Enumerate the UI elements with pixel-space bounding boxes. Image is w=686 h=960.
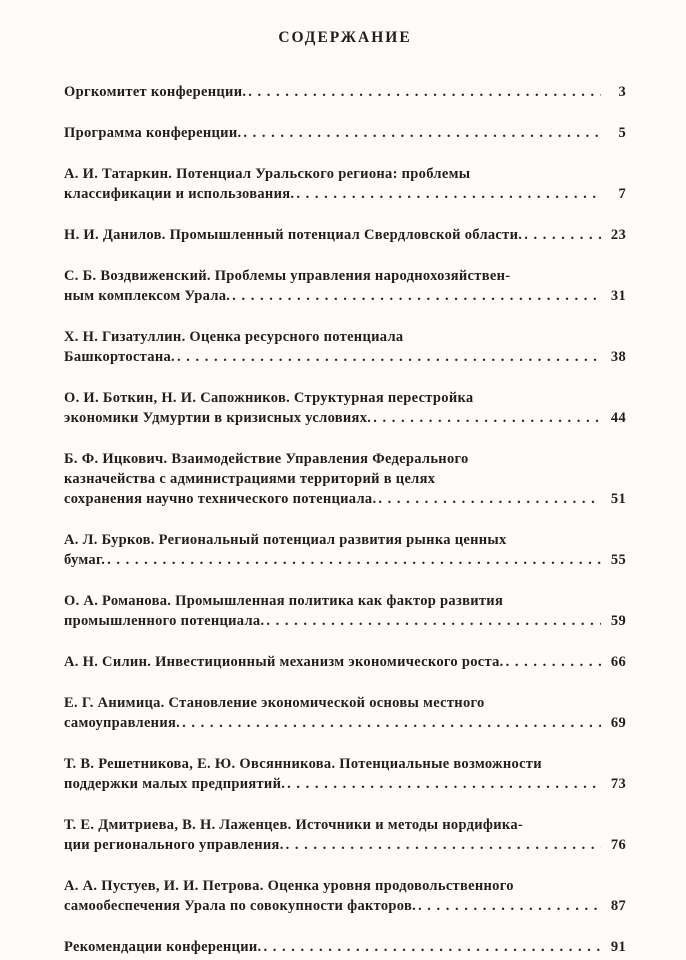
dot-leader: [506, 652, 601, 672]
dot-leader: [107, 550, 601, 570]
toc-entry-line: Т. Е. Дмитриева, В. Н. Лаженцев. Источники и методы нордифика-: [64, 817, 524, 833]
toc-entry-line: самоуправления.: [64, 715, 181, 731]
toc-entry: [64, 266, 626, 306]
toc-entry-line: Н. И. Данилов. Промышленный потенциал Свердловской области.: [64, 227, 523, 243]
page-number: 76: [610, 837, 626, 853]
toc-entry: [64, 876, 626, 916]
dot-leader: [524, 225, 601, 245]
toc-entry-line: О. А. Романова. Промышленная политика как фактор развития: [64, 593, 504, 609]
toc-entry-lastline: [64, 286, 626, 306]
dot-leader: [248, 82, 601, 102]
page-number: 51: [610, 491, 626, 507]
toc-entry-line: А. А. Пустуев, И. И. Петрова. Оценка уровня продовольственного: [64, 878, 514, 894]
toc-entry-line: Х. Н. Гизатуллин. Оценка ресурсного потенциала: [64, 329, 404, 345]
toc-entry: [64, 591, 626, 631]
toc-entry-lastline: [64, 774, 626, 794]
dot-leader: [182, 713, 601, 733]
toc-entry: [64, 164, 626, 204]
toc-entry-lastline: [64, 347, 626, 367]
toc-entry-line: сохранения научно технического потенциала.: [64, 491, 377, 507]
toc-entry-line: А. И. Татаркин. Потенциал Уральского региона: проблемы: [64, 166, 471, 182]
toc-entry-line: А. Л. Бурков. Региональный потенциал развития рынка ценных: [64, 532, 507, 548]
toc-entry-lastline: [64, 611, 626, 631]
toc-entry-lastline: [64, 184, 626, 204]
toc-entry: [64, 449, 626, 509]
page-number: 23: [610, 227, 626, 243]
page-number: 5: [618, 125, 626, 141]
toc-entry: [64, 225, 626, 245]
page-number: 59: [610, 613, 626, 629]
toc-entry-line: самообеспечения Урала по совокупности факторов.: [64, 898, 417, 914]
toc-entry-lastline: [64, 82, 626, 102]
page-number: 55: [610, 552, 626, 568]
toc-entry: [64, 123, 626, 143]
dot-leader: [378, 489, 601, 509]
toc-entry-line: промышленного потенциала.: [64, 613, 265, 629]
toc-entry-line: классификации и использования.: [64, 186, 295, 202]
dot-leader: [296, 184, 601, 204]
dot-leader: [232, 286, 601, 306]
page-number: 44: [610, 410, 626, 426]
dot-leader: [263, 937, 601, 957]
toc-entry: [64, 815, 626, 855]
page-number: 7: [618, 186, 626, 202]
toc-entry-line: Оргкомитет конференции.: [64, 84, 247, 100]
toc-entry: [64, 327, 626, 367]
dot-leader: [287, 774, 601, 794]
page-title: СОДЕРЖАНИЕ: [278, 29, 412, 46]
dot-leader: [243, 123, 601, 143]
toc-entry-lastline: [64, 408, 626, 428]
toc-entry-line: бумаг.: [64, 552, 106, 568]
toc-entry: [64, 754, 626, 794]
dot-leader: [177, 347, 601, 367]
page-number: 69: [610, 715, 626, 731]
toc-entry: [64, 937, 626, 957]
toc-entry: [64, 388, 626, 428]
toc-entry-line: казначейства с администрациями территорий в целях: [64, 471, 436, 487]
toc-entry-line: Е. Г. Анимица. Становление экономической основы местного: [64, 695, 485, 711]
toc-entry: [64, 82, 626, 102]
page-number: 87: [610, 898, 626, 914]
toc-entry-line: Т. В. Решетникова, Е. Ю. Овсянникова. Потенциальные возможности: [64, 756, 542, 772]
toc-entry-line: О. И. Боткин, Н. И. Сапожников. Структурная перестройка: [64, 390, 474, 406]
toc-entry-lastline: [64, 550, 626, 570]
toc-entry: [64, 693, 626, 733]
toc-entry-line: поддержки малых предприятий.: [64, 776, 286, 792]
toc-entry-line: А. Н. Силин. Инвестиционный механизм экономического роста.: [64, 654, 504, 670]
page-number: 66: [610, 654, 626, 670]
toc-entry-lastline: [64, 937, 626, 957]
dot-leader: [266, 611, 601, 631]
toc-entry-line: Рекомендации конференции.: [64, 939, 262, 955]
toc-entry-lastline: [64, 896, 626, 916]
page-number: 91: [610, 939, 626, 955]
toc-entry-lastline: [64, 835, 626, 855]
page-number: 31: [610, 288, 626, 304]
page-number: 3: [618, 84, 626, 100]
toc-entry-lastline: [64, 225, 626, 245]
dot-leader: [418, 896, 601, 916]
toc-list: [64, 82, 626, 957]
toc-entry-line: С. Б. Воздвиженский. Проблемы управления народнохозяйствен-: [64, 268, 511, 284]
page-number: 73: [610, 776, 626, 792]
dot-leader: [373, 408, 601, 428]
toc-entry-line: Башкортостана.: [64, 349, 175, 365]
toc-entry-line: ции регионального управления.: [64, 837, 284, 853]
toc-entry: [64, 530, 626, 570]
toc-entry: [64, 652, 626, 672]
toc-entry-line: ным комплексом Урала.: [64, 288, 231, 304]
toc-entry-lastline: [64, 123, 626, 143]
dot-leader: [286, 835, 601, 855]
page-number: 38: [610, 349, 626, 365]
toc-entry-line: экономики Удмуртии в кризисных условиях.: [64, 410, 372, 426]
toc-entry-line: Программа конференции.: [64, 125, 242, 141]
toc-entry-lastline: [64, 489, 626, 509]
toc-entry-lastline: [64, 652, 626, 672]
toc-entry-line: Б. Ф. Ицкович. Взаимодействие Управления Федерального: [64, 451, 469, 467]
toc-entry-lastline: [64, 713, 626, 733]
